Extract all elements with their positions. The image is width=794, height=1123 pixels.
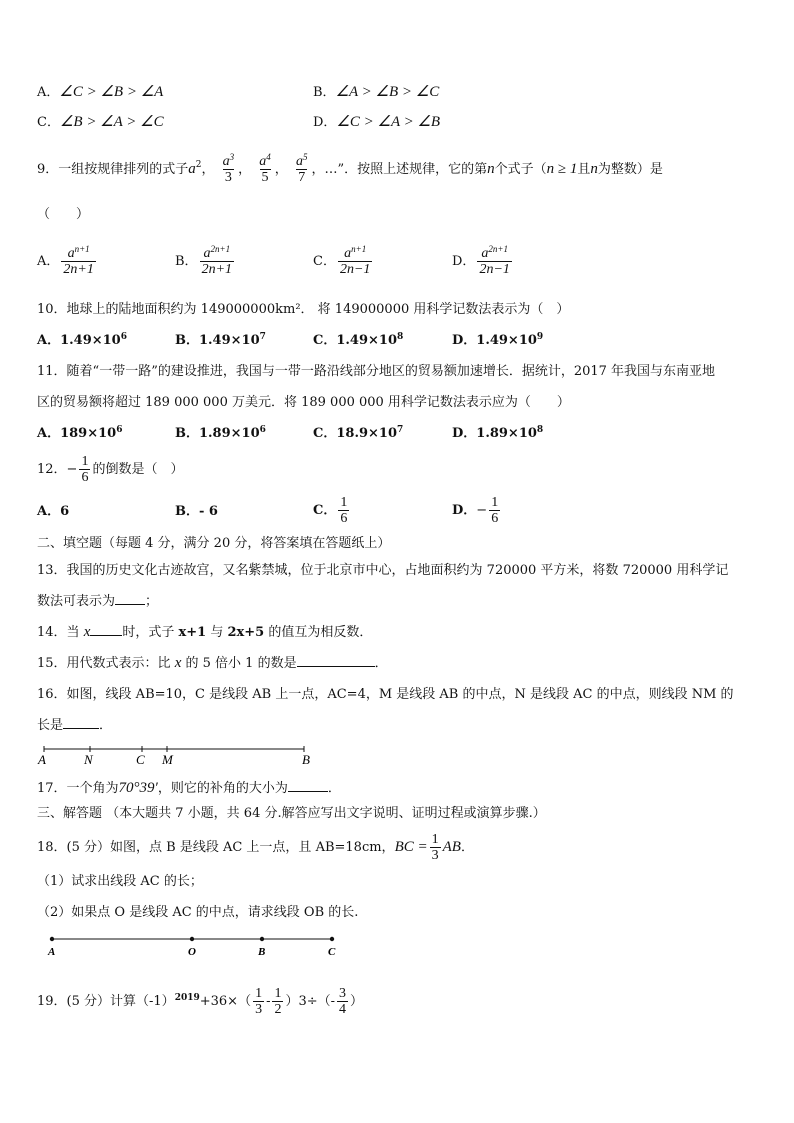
q8-option-b: B．∠A > ∠B > ∠C: [313, 84, 440, 100]
q9-answer-paren: （ ）: [37, 207, 90, 222]
q12-stem: 12．− $\frac{1}{6}$ 的倒数是（ ）: [37, 454, 184, 485]
q11-option-a: A．$189\times 10^6$: [37, 425, 123, 441]
q18-label-a: A: [48, 946, 56, 958]
q16-label-a: A: [38, 752, 46, 767]
q8-option-c: C．∠B > ∠A > ∠C: [37, 114, 164, 130]
q8-option-a: A．∠C > ∠B > ∠A: [37, 84, 164, 100]
q16-stem-line1: 16．如图，线段 AB=10，C 是线段 AB 上一点，AC=4，M 是线段 AB 的中点，N 是线段 AC 的中点，则线段 NM 的: [37, 687, 734, 702]
q11-option-c: C．$18.9\times 10^7$: [313, 425, 404, 441]
q18-stem: 18．(5 分）如图，点 B 是线段 AC 上一点，且 AB=18cm，BC = $\frac{1}{3}$ AB．: [37, 832, 474, 863]
q13-stem-line1: 13．我国的历史文化古迹故宫，又名紫禁城，位于北京市中心，占地面积约为 720000 平方米，将数 720000 用科学记: [37, 563, 729, 578]
q17-stem: 17．一个角为70°39′，则它的补角的大小为 ．: [37, 780, 341, 796]
q14-answer-blank[interactable]: [90, 635, 122, 636]
q9-option-b: B． $\frac{a^{2n+1}}{2n+1}$: [175, 244, 233, 277]
q18-label-b: B: [258, 946, 266, 958]
q18-part-1: （1）试求出线段 AC 的长；: [37, 874, 203, 889]
q10-option-c: C．$1.49\times 10^8$: [313, 332, 404, 348]
section-2-heading: 二、填空题（每题 4 分，满分 20 分，将答案填在答题纸上）: [37, 536, 391, 551]
q16-segment-diagram: [36, 743, 321, 769]
q17-answer-blank[interactable]: [288, 791, 328, 792]
q11-option-d: D．$1.89\times 10^8$: [452, 425, 544, 441]
q8-option-d: D．∠C > ∠A > ∠B: [313, 114, 441, 130]
section-3-heading: 三、解答题 （本大题共 7 小题，共 64 分.解答应写出文字说明、证明过程或演算步骤.）: [37, 806, 546, 821]
q11-stem-line1: 11．随着“一带一路”的建设推进，我国与一带一路沿线部分地区的贸易额加速增长．据统计，2017 年我国与东南亚地: [37, 364, 716, 379]
q9-option-c: C． $\frac{a^{n+1}}{2n-1}$: [313, 244, 371, 277]
q13-answer-blank[interactable]: [115, 604, 145, 605]
q15-answer-blank[interactable]: [297, 666, 375, 667]
q14-stem: 14．当 x 时，式子 x+1 与 2x+5 的值互为相反数．: [37, 624, 373, 640]
q18-label-c: C: [328, 946, 336, 958]
q16-label-b: B: [302, 752, 310, 767]
q13-stem-line2: 数法可表示为 ；: [37, 594, 159, 609]
q12-option-c: C． $\frac{1}{6}$: [313, 495, 348, 526]
q16-stem-line2: 长是 ．: [37, 718, 113, 733]
q16-answer-blank[interactable]: [63, 728, 99, 729]
q18-part-2: （2）如果点 O 是线段 AC 的中点，请求线段 OB 的长.: [37, 905, 359, 920]
q10-option-b: B．$1.49\times 10^7$: [175, 332, 266, 348]
q12-option-a: A．6: [37, 504, 70, 519]
q18-label-o: O: [188, 946, 196, 958]
q16-label-c: C: [136, 752, 145, 767]
q9-option-d: D． $\frac{a^{2n+1}}{2n-1}$: [452, 244, 510, 277]
q11-option-b: B．$1.89\times 10^6$: [175, 425, 266, 441]
q9-option-a: A． $\frac{a^{n+1}}{2n+1}$: [37, 244, 94, 277]
q9-stem: 9．一组按规律排列的式子$a^2$， $\frac{a^3}{3}$ ， $\frac{a^4}{5}$ ， $\frac{a^5}{7}$ ，…”．按照上述规律，它的第n个式子（n ≥ 1且n为整数）是: [37, 152, 663, 185]
q10-stem: 10．地球上的陆地面积约为 149000000km²． 将 149000000 用科学记数法表示为（ ）: [37, 302, 570, 317]
q15-stem: 15．用代数式表示：比 x 的 5 倍小 1 的数是 ．: [37, 655, 388, 671]
q11-stem-line2: 区的贸易额将超过 189 000 000 万美元．将 189 000 000 用科学记数法表示应为（ ）: [37, 395, 570, 410]
q16-label-n: N: [84, 752, 93, 767]
q12-option-b: B．- 6: [175, 504, 218, 519]
q10-option-a: A．$1.49\times 10^6$: [37, 332, 127, 348]
q18-segment-diagram: [40, 931, 345, 961]
q10-option-d: D．$1.49\times 10^9$: [452, 332, 544, 348]
q12-option-d: D．− $\frac{1}{6}$: [452, 495, 499, 526]
q19-stem: 19．(5 分）计算$(-1)^{2019}+36\times$（ $\frac{1}{3}$ - $\frac{1}{2}$ ）3÷（- $\frac{3}{4}$ ）: [37, 986, 364, 1017]
q16-label-m: M: [162, 752, 173, 767]
